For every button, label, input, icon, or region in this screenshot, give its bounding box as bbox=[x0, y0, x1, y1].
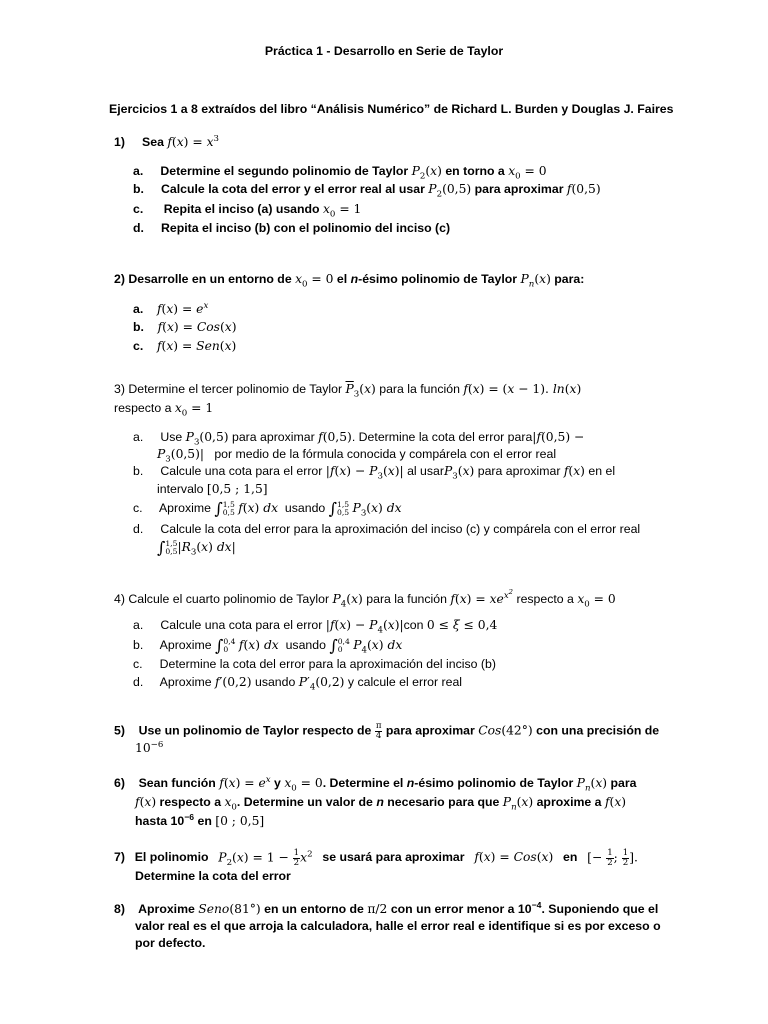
exercise-5: 5) Use un polinomio de Taylor respecto de $\frac{\pi}{4}$ para aproximar Cos(42°) con una precisión de bbox=[114, 721, 660, 741]
exercise-7: 7) El polinomio $P_2(x) = 1$ − $\frac{1}{2}$ $x^2$ se usará para aproximar f(x) = Cos(x) en [− $\frac{1}{2}$ ; $\frac{1}{2}$ ]. bbox=[114, 848, 638, 868]
exercise-7-cont: Determine la cota del error bbox=[135, 869, 291, 883]
exercise-3: 3) Determine el tercer polinomio de Taylor $\overline{P}_3(x)$ para la función f(x) = (x − 1). ln(x) bbox=[114, 382, 582, 400]
page-title: Práctica 1 - Desarrollo en Serie de Taylor bbox=[264, 44, 504, 58]
exercise-1a: a. Determine el segundo polinomio de Taylor $P_2(x)$ en torno a $x_0 = 0$ bbox=[133, 164, 547, 182]
exercise-8: 8) Aproxime Seno(81°) en un entorno de π/2 con un error menor a $10^{-4}$. Suponiendo que el bbox=[114, 899, 659, 916]
exercise-3-cont: respecto a $x_0 = 1$ bbox=[114, 401, 214, 419]
exercise-3a: a. Use $P_3(0,5)$ para aproximar f(0,5). Determine la cota del error para|f(0,5) − bbox=[133, 430, 585, 448]
exercise-4c: c. Determine la cota del error para la aproximación del inciso (b) bbox=[133, 657, 496, 671]
exercise-2: 2) Desarrolle en un entorno de $x_0 = 0$ el n-ésimo polinomio de Taylor $P_n(x)$ para: bbox=[114, 272, 585, 290]
exercise-3b-cont: intervalo [0,5 ; 1,5] bbox=[157, 482, 268, 496]
exercise-2b: b. f(x) = Cos(x) bbox=[133, 320, 237, 334]
exercise-1b: b. Calcule la cota del error y el error real al usar $P_2(0,5)$ para aproximar f(0,5) bbox=[133, 182, 601, 200]
exercise-2c: c. f(x) = Sen(x) bbox=[133, 339, 237, 353]
exercise-3a-cont: $P_3(0,5)|$ por medio de la fórmula conocida y compárela con el error real bbox=[157, 447, 557, 465]
intro-text: Ejercicios 1 a 8 extraídos del libro “Análisis Numérico” de Richard L. Burden y Douglas J. Faires bbox=[109, 102, 674, 116]
exercise-4b: b. Aproxime ∫ 0,4 0 f(x) dx usando ∫ 0,4 0 $P_4(x)$ dx bbox=[133, 636, 403, 656]
exercise-1: 1) Sea $f(x) = x^3$ bbox=[114, 133, 219, 149]
exercise-6-cont1: f(x) respecto a $x_0$. Determine un valor de n necesario para que $P_n(x)$ aproxime a f(x) bbox=[135, 795, 627, 813]
exercise-3d-cont: ∫ 1,5 0,5 $|R_3(x)$ dx| bbox=[157, 538, 236, 558]
exercise-1d: d. Repita el inciso (b) con el polinomio del inciso (c) bbox=[133, 221, 451, 235]
exercise-3c: c. Aproxime ∫ 1,5 0,5 f(x) dx usando ∫ 1,5 0,5 $P_3(x)$ dx bbox=[133, 499, 402, 519]
exercise-6: 6) Sean función $f(x) = e^x$ y $x_0 = 0$. Determine el n-ésimo polinomio de Taylor $P_n(x)$ para bbox=[114, 774, 637, 794]
exercise-6-cont2: hasta $10^{-6}$ en [0 ; 0,5] bbox=[135, 811, 265, 828]
exercise-8-cont2: por defecto. bbox=[135, 936, 206, 950]
exercise-2a: a. $f(x) = e^x$ bbox=[133, 300, 209, 316]
exercise-4d: d. Aproxime f′(0,2) usando $P'_4(0,2)$ y calcule el error real bbox=[133, 675, 463, 693]
exercise-3b: b. Calcule una cota para el error $|f(x) - P_3(x)|$ al usarP$_3$(x) para aproximar f(x) en el bbox=[133, 464, 616, 482]
exercise-5-cont: $10^{-6}$ bbox=[135, 739, 164, 755]
exercise-8-cont1: valor real es el que arroja la calculadora, halle el error real e identifique si es por exceso o bbox=[135, 919, 661, 933]
exercise-4: 4) Calcule el cuarto polinomio de Taylor $P_4(x)$ para la función $f(x) = xe^{x^2}$ respecto a $x_0 = 0$ bbox=[114, 588, 616, 610]
exercise-1c: c. Repita el inciso (a) usando $x_0 = 1$ bbox=[133, 202, 362, 220]
exercise-4a: a. Calcule una cota para el error $|f(x) - P_4(x)|con$ 0 ≤ ξ ≤ 0,4 bbox=[133, 618, 498, 636]
exercise-3d: d. Calcule la cota del error para la aproximación del inciso (c) y compárela con el error real bbox=[133, 522, 641, 536]
